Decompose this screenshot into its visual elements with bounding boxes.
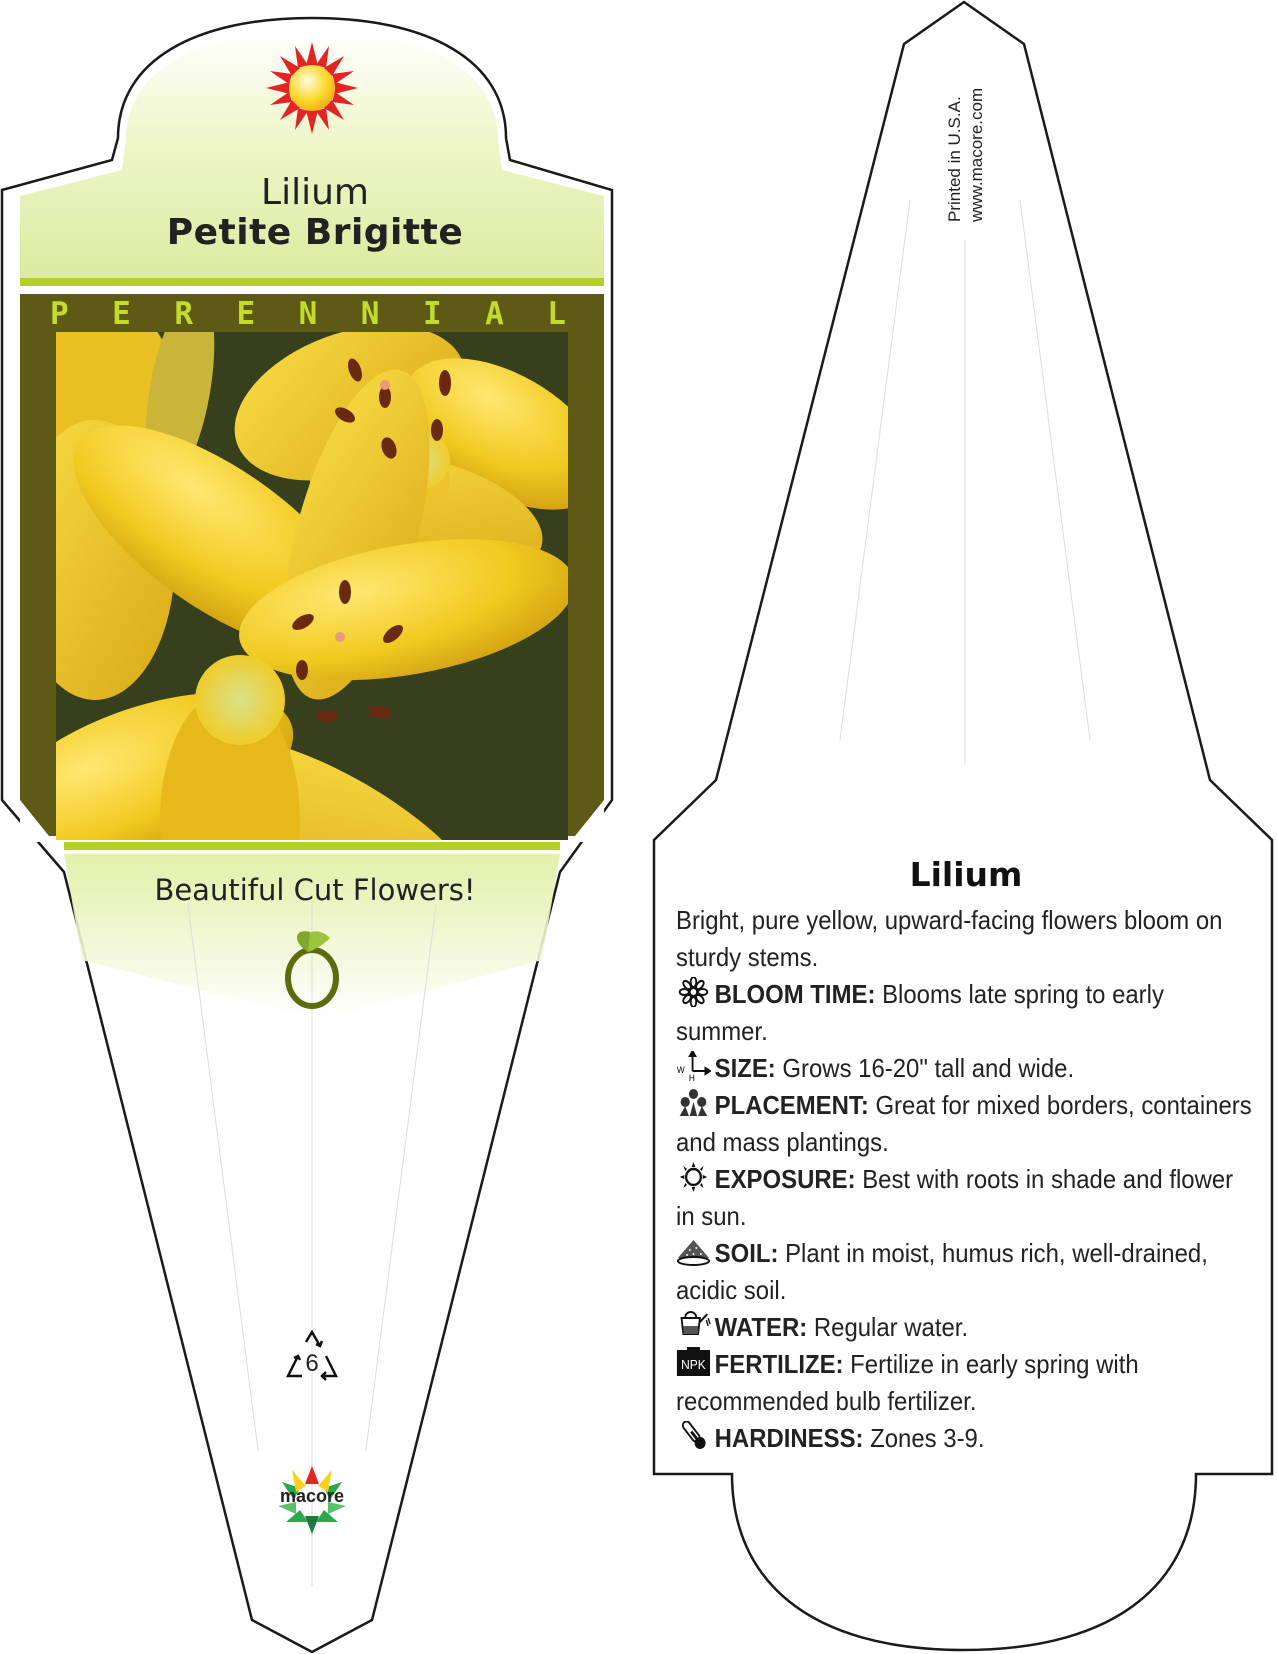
care-section-label: SOIL: xyxy=(714,1238,779,1268)
care-section-label: HARDINESS: xyxy=(714,1423,864,1453)
description: Bright, pure yellow, upward-facing flowers bloom on sturdy stems. xyxy=(676,905,1223,972)
print-info xyxy=(944,52,1012,222)
category-letter: E xyxy=(236,296,256,332)
back-title: Lilium xyxy=(909,855,1023,894)
care-sections xyxy=(676,976,1256,1457)
brand-name: macore xyxy=(279,1486,345,1506)
care-section-text: Fertilize in early spring with recommended bulb fertilizer. xyxy=(676,1349,1139,1416)
plant-genus: Lilium xyxy=(261,172,369,213)
category-letter: E xyxy=(112,296,131,332)
care-section xyxy=(676,1309,1256,1346)
flower-icon xyxy=(676,977,711,1007)
category-letter: A xyxy=(485,296,504,332)
care-section-label: FERTILIZE: xyxy=(714,1349,844,1379)
plant-variety: Petite Brigitte xyxy=(166,212,464,253)
sun-icon xyxy=(676,1162,711,1192)
npk-icon xyxy=(676,1347,711,1377)
tagline: Beautiful Cut Flowers! xyxy=(154,873,476,907)
care-section xyxy=(676,1050,1256,1087)
care-section-text: Great for mixed borders, containers and mass plantings. xyxy=(676,1090,1252,1157)
recycle-number: 6 xyxy=(305,1350,319,1377)
care-section-label: BLOOM TIME: xyxy=(714,979,876,1009)
soil-icon xyxy=(676,1236,711,1266)
category-label xyxy=(28,296,588,332)
care-section-text: Zones 3-9. xyxy=(863,1423,985,1453)
care-section xyxy=(676,1161,1256,1235)
category-letter: L xyxy=(547,296,566,332)
care-section xyxy=(676,1235,1256,1309)
care-section-text: Best with roots in shade and flower in sun. xyxy=(676,1164,1234,1231)
care-section-text: Blooms late spring to early summer. xyxy=(676,979,1164,1046)
care-section-label: PLACEMENT: xyxy=(714,1090,869,1120)
care-section xyxy=(676,976,1256,1050)
care-section xyxy=(676,1346,1256,1420)
category-letter: P xyxy=(50,296,69,332)
care-section-text: Grows 16-20" tall and wide. xyxy=(775,1053,1075,1083)
category-letter: I xyxy=(422,296,442,332)
care-section-label: WATER: xyxy=(714,1312,808,1342)
svg-text:W: W xyxy=(676,1064,685,1076)
category-letter: R xyxy=(174,296,193,332)
category-letter: N xyxy=(360,296,380,332)
website-text: www.macore.com xyxy=(967,87,986,222)
care-section-label: EXPOSURE: xyxy=(714,1164,856,1194)
svg-text:H: H xyxy=(688,1072,695,1081)
back-info-panel xyxy=(676,855,1256,1457)
placement-icon xyxy=(676,1088,711,1118)
size-icon xyxy=(676,1051,711,1081)
watering-can-icon xyxy=(676,1310,711,1340)
care-section-label: SIZE: xyxy=(714,1053,776,1083)
care-section xyxy=(676,1087,1256,1161)
care-section xyxy=(676,1420,1256,1457)
svg-text:NPK: NPK xyxy=(681,1357,706,1373)
printed-in-text: Printed in U.S.A. xyxy=(945,96,964,222)
care-section-text: Regular water. xyxy=(807,1312,969,1342)
thermometer-icon xyxy=(676,1421,711,1451)
category-letter: N xyxy=(298,296,318,332)
care-section-text: Plant in moist, humus rich, well-drained, acidic soil. xyxy=(676,1238,1208,1305)
